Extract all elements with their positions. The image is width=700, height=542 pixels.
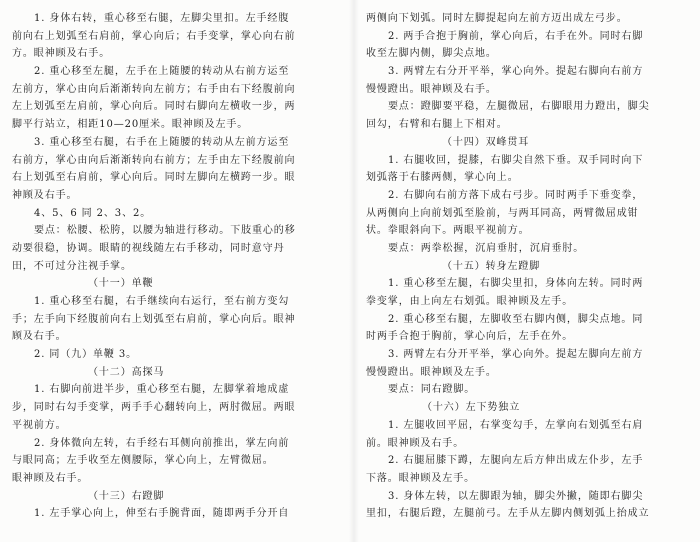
- text-line: 神顾及右手。: [12, 189, 78, 201]
- text-line: 前向右上划弧至右肩前，掌心向后；右手变掌，掌心向右前: [12, 30, 296, 42]
- section-heading: （十四）双峰贯耳: [442, 136, 530, 148]
- text-line: 1. 身体右转，重心移至右腿，左脚尖里扣。左手经腹: [34, 13, 290, 24]
- text-line: 左上划弧至左肩前，掌心向后。同时右脚向左横收一步，两: [12, 101, 296, 113]
- right-page: [366, 10, 692, 538]
- text-line: 要点：同右蹬脚。: [388, 384, 476, 396]
- text-line: 1. 右脚向前进半步，重心移至右腿，左脚掌着地成虚: [34, 384, 290, 396]
- text-line: 4、5、6 同 2、3、2。: [34, 207, 152, 219]
- text-line: 1. 左手掌心向上，伸至右手腕背面，随即两手分开自: [34, 508, 290, 520]
- text-line: 3. 两臂左右分开平举，掌心向外。提起左脚向左前方: [388, 349, 644, 361]
- page-gutter: [349, 0, 359, 542]
- text-line: 左前方，掌心由向后渐渐转向左前方；右手由右下经腹前向: [12, 83, 296, 95]
- text-line: 动要很稳，协调。眼睛的视线随左右手移动，同时意守丹: [12, 242, 285, 254]
- text-line: 3. 身体左转，以左脚跟为轴，脚尖外撇，随即右脚尖: [388, 490, 644, 502]
- text-line: 3. 两臂左右分开平举，掌心向外。提起右脚向右前方: [388, 66, 644, 78]
- text-line: 2. 同（九）单鞭 3。: [34, 349, 138, 361]
- text-line: 里扣，右腿后蹬，左腿前弓。左手从左脚内侧划弧上抬成立: [366, 508, 650, 520]
- text-line: 1. 左腿收回平屈，右掌变勾手，左掌向右划弧至右肩: [388, 419, 644, 431]
- text-line: 拳变掌，由上向左右划弧。眼神顾及左手。: [366, 296, 574, 307]
- text-line: 要点：两拳松握，沉肩垂肘，沉肩垂肘。: [388, 242, 585, 254]
- text-line: 顾及右手。: [12, 331, 67, 343]
- text-line: 要点：蹬脚要平稳，左腿微屈，右脚眼用力蹬出，脚尖: [388, 101, 650, 113]
- text-line: 回勾，右臂和右腿上下相对。: [366, 119, 508, 131]
- text-line: 眼神顾及右手。: [12, 472, 89, 484]
- text-line: 前。眼神顾及右手。: [366, 437, 465, 449]
- text-line: 脚平行站立，相距10—20厘米。眼神顾及左手。: [12, 119, 249, 131]
- section-heading: （十一）单鞭: [88, 278, 154, 290]
- text-line: 与眼同高；左手收至左侧腰际，掌心向上，左臂微屈。: [12, 455, 274, 467]
- text-line: 2. 右腿屈膝下蹲，左腿向左后方伸出成左仆步，左手: [388, 455, 644, 467]
- text-line: 状。拳眼斜向下。两眼平视前方。: [366, 225, 530, 237]
- section-heading: （十六）左下势独立: [422, 402, 521, 414]
- text-line: 慢慢蹬出。眼神顾及右手。: [366, 83, 497, 95]
- section-heading: （十二）高探马: [88, 366, 165, 378]
- text-line: 下落。眼神顾及左手。: [366, 472, 475, 484]
- text-line: 收至左脚内侧，脚尖点地。: [366, 48, 497, 60]
- text-line: 手；左手向下经腹前向右上划弧至右肩前，掌心向后。眼神: [12, 313, 296, 325]
- text-line: 田，不可过分注视手掌。: [12, 260, 132, 272]
- text-line: 步，同时右勾手变掌，两手手心翻转向上，两肘微屈。两眼: [12, 402, 296, 414]
- section-heading: （十三）右蹬脚: [88, 490, 165, 502]
- text-line: 从两侧向上向前划弧至脸前，与两耳同高，两臂微屈成钳: [366, 207, 639, 219]
- text-line: 1. 重心移至右腿，右手继续向右运行，至右前方变勾: [34, 296, 290, 307]
- text-line: 右前方，掌心由向后渐渐转向右前方；左手由左下经腹前向: [12, 154, 296, 166]
- text-line: 两侧向下划弧。同时左脚提起向左前方迈出成左弓步。: [366, 13, 628, 24]
- text-line: 2. 重心移至右腿，左脚收至右脚内侧，脚尖点地。同: [388, 313, 644, 325]
- text-line: 1. 重心移至左腿，右脚尖里扣，身体向左转。同时两: [388, 278, 644, 290]
- text-line: 时两手合抱于胸前，掌心向后，左手在外。: [366, 331, 574, 343]
- text-line: 1. 右腿收回，提膝，右脚尖自然下垂。双手同时向下: [388, 154, 644, 166]
- left-page: [12, 10, 342, 538]
- text-line: 要点：松腰、松胯，以腰为轴进行移动。下肢重心的移: [34, 225, 296, 237]
- text-line: 2. 身体微向左转，右手经右耳侧向前推出，掌左向前: [34, 437, 290, 449]
- text-line: 2. 重心移至左腿，左手在上随腰的转动从右前方运至: [34, 66, 290, 78]
- text-line: 平视前方。: [12, 419, 67, 431]
- text-line: 2. 右脚向右前方落下成右弓步。同时两手下垂变拳，: [388, 189, 644, 201]
- text-line: 右上划弧至右肩前，掌心向后。同时左脚向左横跨一步。眼: [12, 172, 296, 184]
- text-line: 3. 重心移至右腿，右手在上随腰的转动从左前方运至: [34, 136, 290, 148]
- text-line: 慢慢蹬出。眼神顾及左手。: [366, 366, 497, 378]
- text-line: 方。眼神顾及右手。: [12, 48, 111, 60]
- text-line: 划弧落于右膝两侧，掌心向上。: [366, 172, 519, 184]
- text-line: 2. 两手合抱于胸前，掌心向后，右手在外。同时右脚: [388, 30, 644, 42]
- section-heading: （十五）转身左蹬脚: [442, 260, 541, 272]
